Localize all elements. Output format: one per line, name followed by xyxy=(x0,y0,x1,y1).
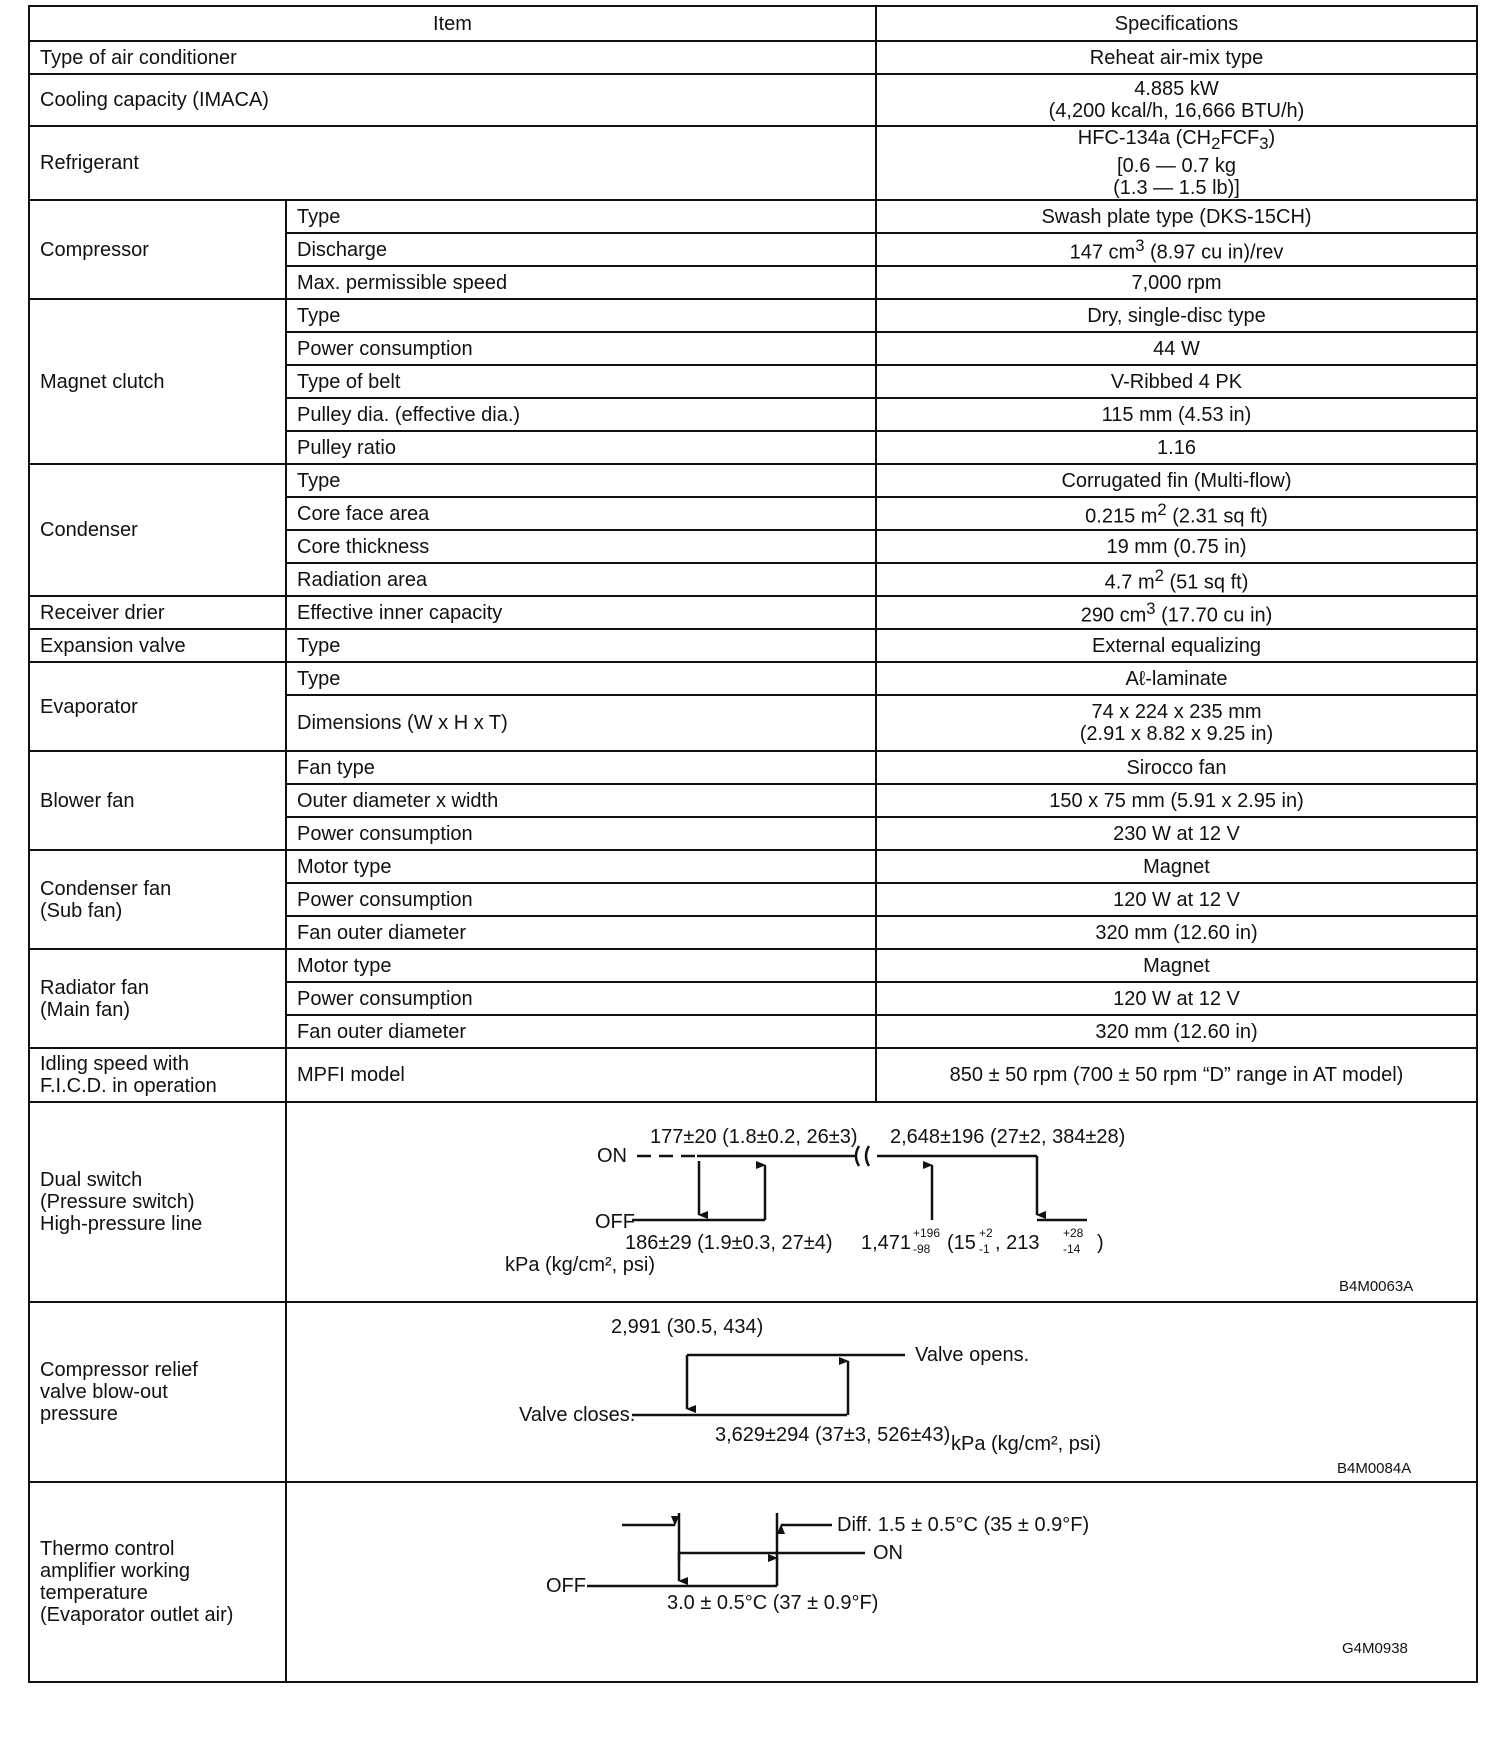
sub-label: MPFI model xyxy=(286,1048,876,1102)
row-spec: 44 W xyxy=(876,332,1477,365)
table-row xyxy=(29,126,1477,200)
valve-closes-label: Valve closes. xyxy=(519,1404,636,1426)
relief-valve-diagram-cell xyxy=(286,1302,1477,1482)
table-row xyxy=(29,464,1477,497)
row-label: Refrigerant xyxy=(29,126,876,200)
sub-label: Power consumption xyxy=(286,332,876,365)
row-spec: External equalizing xyxy=(876,629,1477,662)
sub-label: Type xyxy=(286,662,876,695)
table-row xyxy=(29,662,1477,695)
table-header-row xyxy=(29,6,1477,41)
sub-label: Outer diameter x width xyxy=(286,784,876,817)
svg-text:, 213: , 213 xyxy=(995,1232,1040,1254)
units-label: kPa (kg/cm², psi) xyxy=(951,1433,1102,1455)
table-row xyxy=(29,850,1477,883)
row-spec: Swash plate type (DKS-15CH) xyxy=(876,200,1477,233)
off-label: OFF xyxy=(595,1211,635,1233)
row-spec: Magnet xyxy=(876,850,1477,883)
sub-label: Fan outer diameter xyxy=(286,1015,876,1048)
sub-label: Dimensions (W x H x T) xyxy=(286,695,876,751)
row-spec: V-Ribbed 4 PK xyxy=(876,365,1477,398)
group-label: Evaporator xyxy=(29,662,286,751)
sub-label: Discharge xyxy=(286,233,876,266)
table-row xyxy=(29,949,1477,982)
dual-switch-diagram xyxy=(287,1103,1474,1301)
spec-line: (4,200 kcal/h, 16,666 BTU/h) xyxy=(1048,100,1305,122)
table-row xyxy=(29,299,1477,332)
row-spec: 120 W at 12 V xyxy=(876,982,1477,1015)
table-row xyxy=(29,41,1477,74)
relief-valve-diagram xyxy=(287,1303,1474,1481)
sub-label: Core face area xyxy=(286,497,876,530)
sub-label: Type xyxy=(286,464,876,497)
group-label: Expansion valve xyxy=(29,629,286,662)
table-row xyxy=(29,629,1477,662)
svg-text:1,471: 1,471 xyxy=(861,1232,912,1254)
svg-text:-1: -1 xyxy=(979,1242,990,1256)
row-spec: 850 ± 50 rpm (700 ± 50 rpm “D” range in AT model) xyxy=(876,1048,1477,1102)
group-label: Condenser xyxy=(29,464,286,596)
row-spec: Aℓ-laminate xyxy=(876,662,1477,695)
table-row xyxy=(29,596,1477,629)
row-spec: 290 $cm^3$ (17.70 cu in) xyxy=(876,596,1477,629)
off-label: OFF xyxy=(546,1575,586,1597)
row-spec: 115 mm (4.53 in) xyxy=(876,398,1477,431)
row-label: Cooling capacity (IMACA) xyxy=(29,74,876,126)
sub-label: Motor type xyxy=(286,850,876,883)
sub-label: Fan outer diameter xyxy=(286,916,876,949)
sub-label: Type xyxy=(286,299,876,332)
group-label: Dual switch (Pressure switch) High-pressure line xyxy=(29,1102,286,1302)
row-spec: 4.7 $m^2$ (51 sq ft) xyxy=(876,563,1477,596)
row-spec: 1.16 xyxy=(876,431,1477,464)
open-pressure-value: 3,629±294 (37±3, 526±43) xyxy=(715,1424,951,1446)
row-spec: 0.215 $m^2$ (2.31 sq ft) xyxy=(876,497,1477,530)
svg-text:-98: -98 xyxy=(913,1242,931,1256)
units-label: kPa (kg/cm², psi) xyxy=(505,1254,656,1276)
specifications-table xyxy=(28,5,1478,1683)
close-pressure-value: 2,991 (30.5, 434) xyxy=(611,1316,764,1338)
row-spec: 320 mm (12.60 in) xyxy=(876,916,1477,949)
sub-label: Effective inner capacity xyxy=(286,596,876,629)
row-spec: 19 mm (0.75 in) xyxy=(876,530,1477,563)
spec-line: 4.885 kW xyxy=(1134,78,1219,100)
low-on-value: 177±20 (1.8±0.2, 26±3) xyxy=(650,1126,858,1148)
sub-label: Type xyxy=(286,200,876,233)
sub-label: Pulley ratio xyxy=(286,431,876,464)
row-spec: 120 W at 12 V xyxy=(876,883,1477,916)
sub-label: Radiation area xyxy=(286,563,876,596)
group-label: Radiator fan (Main fan) xyxy=(29,949,286,1048)
svg-text:-14: -14 xyxy=(1063,1242,1081,1256)
sub-label: Type xyxy=(286,629,876,662)
sub-label: Max. permissible speed xyxy=(286,266,876,299)
figure-code: B4M0063A xyxy=(1339,1278,1414,1295)
row-spec: 320 mm (12.60 in) xyxy=(876,1015,1477,1048)
header-item: Item xyxy=(29,6,876,41)
row-spec: 230 W at 12 V xyxy=(876,817,1477,850)
thermo-diagram xyxy=(287,1483,1474,1681)
spec-line: [0.6 — 0.7 kg xyxy=(1117,155,1236,177)
svg-text:+28: +28 xyxy=(1063,1226,1084,1240)
row-spec: 150 x 75 mm (5.91 x 2.95 in) xyxy=(876,784,1477,817)
row-label: Type of air conditioner xyxy=(29,41,876,74)
table-row xyxy=(29,751,1477,784)
spec-line: HFC-134a $(CH_2FCF_3)$ xyxy=(1077,127,1276,153)
break-mark-icon xyxy=(856,1146,869,1166)
temperature-value: 3.0 ± 0.5°C (37 ± 0.9°F) xyxy=(667,1592,879,1614)
svg-text:+196: +196 xyxy=(913,1226,941,1240)
table-row xyxy=(29,200,1477,233)
svg-text:(15: (15 xyxy=(947,1232,976,1254)
group-label: Compressor relief valve blow-out pressure xyxy=(29,1302,286,1482)
on-label: ON xyxy=(873,1542,903,1564)
table-row xyxy=(29,1048,1477,1102)
row-spec xyxy=(876,695,1477,751)
dual-switch-diagram-cell xyxy=(286,1102,1477,1302)
group-label: Idling speed with F.I.C.D. in operation xyxy=(29,1048,286,1102)
sub-label: Core thickness xyxy=(286,530,876,563)
high-off-value: 2,648±196 (27±2, 384±28) xyxy=(890,1126,1126,1148)
spec-line: (1.3 — 1.5 lb)] xyxy=(1113,177,1240,199)
valve-opens-label: Valve opens. xyxy=(915,1344,1030,1366)
header-specifications: Specifications xyxy=(876,6,1477,41)
group-label: Blower fan xyxy=(29,751,286,850)
sub-label: Motor type xyxy=(286,949,876,982)
group-label: Compressor xyxy=(29,200,286,299)
sub-label: Fan type xyxy=(286,751,876,784)
spec-line: 74 x 224 x 235 mm xyxy=(1091,701,1262,723)
table-row xyxy=(29,1482,1477,1682)
sub-label: Power consumption xyxy=(286,982,876,1015)
svg-text:): ) xyxy=(1097,1232,1104,1254)
svg-text:+2: +2 xyxy=(979,1226,993,1240)
on-label: ON xyxy=(597,1145,627,1167)
sub-label: Power consumption xyxy=(286,817,876,850)
group-label: Receiver drier xyxy=(29,596,286,629)
thermo-diagram-cell xyxy=(286,1482,1477,1682)
group-label: Condenser fan (Sub fan) xyxy=(29,850,286,949)
row-spec: 147 $cm^3$ (8.97 cu in)/rev xyxy=(876,233,1477,266)
low-off-value: 186±29 (1.9±0.3, 27±4) xyxy=(625,1232,833,1254)
row-spec: Dry, single-disc type xyxy=(876,299,1477,332)
spec-line: (2.91 x 8.82 x 9.25 in) xyxy=(1079,723,1274,745)
row-spec: Magnet xyxy=(876,949,1477,982)
row-spec xyxy=(876,126,1477,200)
row-spec: 7,000 rpm xyxy=(876,266,1477,299)
table-row xyxy=(29,1302,1477,1482)
sub-label: Type of belt xyxy=(286,365,876,398)
group-label: Thermo control amplifier working temperature (Evaporator outlet air) xyxy=(29,1482,286,1682)
figure-code: G4M0938 xyxy=(1342,1640,1408,1657)
diff-label: Diff. 1.5 ± 0.5°C (35 ± 0.9°F) xyxy=(837,1514,1090,1536)
row-spec: Reheat air-mix type xyxy=(876,41,1477,74)
figure-code: B4M0084A xyxy=(1337,1460,1412,1477)
group-label: Magnet clutch xyxy=(29,299,286,464)
sub-label: Pulley dia. (effective dia.) xyxy=(286,398,876,431)
high-on-value xyxy=(861,1226,1104,1256)
table-row xyxy=(29,74,1477,126)
row-spec: Corrugated fin (Multi-flow) xyxy=(876,464,1477,497)
row-spec xyxy=(876,74,1477,126)
row-spec: Sirocco fan xyxy=(876,751,1477,784)
table-row xyxy=(29,1102,1477,1302)
sub-label: Power consumption xyxy=(286,883,876,916)
